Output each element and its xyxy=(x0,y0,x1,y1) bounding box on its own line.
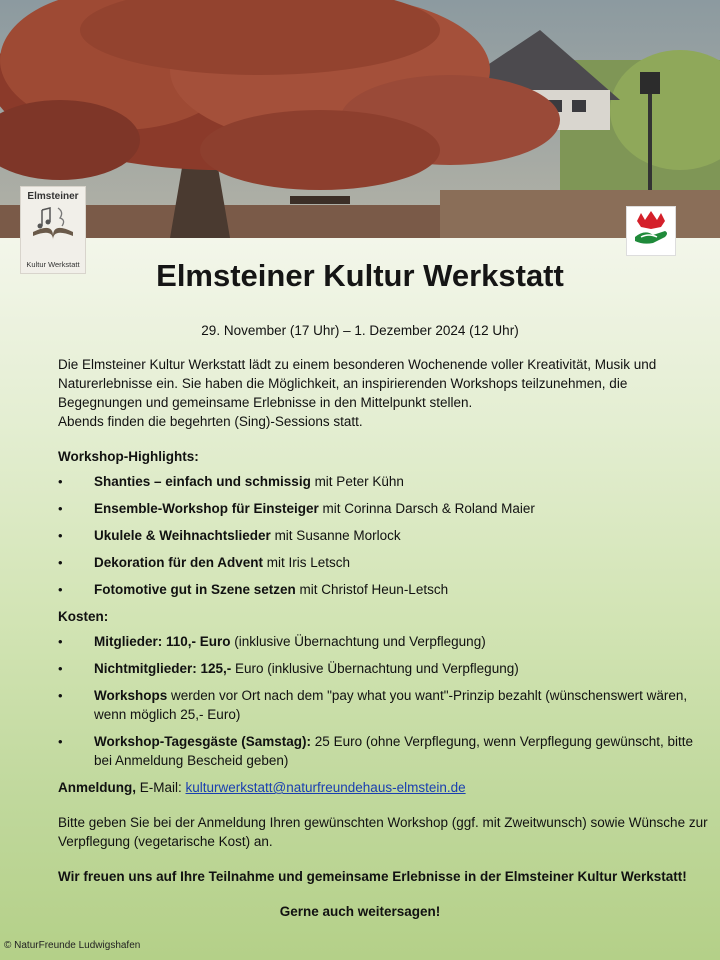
list-item xyxy=(58,553,708,572)
workshop-list xyxy=(58,472,708,599)
workshop-host: mit Susanne Morlock xyxy=(270,528,401,543)
cost-label: Workshops xyxy=(94,688,168,703)
costs-list xyxy=(58,632,708,770)
naturfreunde-logo xyxy=(626,206,676,256)
list-item xyxy=(58,526,708,545)
cost-detail: (inklusive Übernachtung und Verpflegung) xyxy=(230,634,486,649)
event-dates: 29. November (17 Uhr) – 1. Dezember 2024 (12 Uhr) xyxy=(201,323,519,338)
naturfreunde-logo-icon xyxy=(627,207,675,255)
workshop-title: Shanties – einfach und schmissig xyxy=(94,474,311,489)
cost-detail: 25 Euro (ohne Verpflegung, wenn Verpflegung gewünscht, bitte bei Anmeldung Bescheid geben) xyxy=(94,734,694,768)
email-prefix: E-Mail: xyxy=(136,780,186,795)
logo-left-line2: Kultur Werkstatt xyxy=(26,260,80,269)
list-item xyxy=(58,659,708,678)
main-content xyxy=(58,355,708,921)
cost-label: Nichtmitglieder: 125,- xyxy=(94,661,232,676)
share-text: Gerne auch weitersagen! xyxy=(279,904,441,919)
workshop-host: mit Peter Kühn xyxy=(310,474,404,489)
workshop-title: Ukulele & Weihnachtslieder xyxy=(94,528,271,543)
list-item xyxy=(58,732,708,770)
list-item xyxy=(58,686,708,724)
workshop-host: mit Iris Letsch xyxy=(263,555,351,570)
workshops-heading: Workshop-Highlights: xyxy=(58,449,199,464)
cost-detail: werden vor Ort nach dem "pay what you want"-Prinzip bezahlt (wünschenswert wären, wenn möglich 25,- Euro) xyxy=(94,688,688,722)
page-title: Elmsteiner Kultur Werkstatt xyxy=(156,258,564,293)
workshop-title: Ensemble-Workshop für Einsteiger xyxy=(94,501,319,516)
costs-heading: Kosten: xyxy=(58,609,109,624)
email-link[interactable]: kulturwerkstatt@naturfreundehaus-elmstein.de xyxy=(185,780,466,795)
registration xyxy=(58,778,708,797)
workshop-host: mit Corinna Darsch & Roland Maier xyxy=(318,501,535,516)
list-item xyxy=(58,472,708,491)
workshop-title: Dekoration für den Advent xyxy=(94,555,264,570)
registration-label: Anmeldung, xyxy=(58,780,136,795)
registration-note: Bitte geben Sie bei der Anmeldung Ihren gewünschten Workshop (ggf. mit Zweitwunsch) sowie Wünsche zur Verpflegung (vegetarische Kost) an. xyxy=(58,815,708,849)
workshop-host: mit Christof Heun-Letsch xyxy=(295,582,449,597)
intro xyxy=(58,355,708,431)
list-item xyxy=(58,632,708,651)
cost-label: Workshop-Tagesgäste (Samstag): xyxy=(94,734,312,749)
workshop-title: Fotomotive gut in Szene setzen xyxy=(94,582,296,597)
logo-left-line1: Elmsteiner xyxy=(27,191,79,202)
header-photo xyxy=(0,0,720,238)
intro-evening: Abends finden die begehrten (Sing)-Sessions statt. xyxy=(58,414,363,429)
thanks-text: Wir freuen uns auf Ihre Teilnahme und gemeinsame Erlebnisse in der Elmsteiner Kultur Werkstatt! xyxy=(58,869,687,884)
cost-label: Mitglieder: 110,- Euro xyxy=(94,634,231,649)
cost-detail: Euro (inklusive Übernachtung und Verpflegung) xyxy=(231,661,519,676)
book-music-icon xyxy=(28,202,78,242)
copyright: © NaturFreunde Ludwigshafen xyxy=(4,940,141,951)
list-item xyxy=(58,499,708,518)
intro-text: Die Elmsteiner Kultur Werkstatt lädt zu einem besonderen Wochenende voller Kreativität, Musik und Naturerlebnisse ein. Sie haben die Möglichkeit, an inspirierenden Workshops teilzunehmen, die Begegnungen und gemeinsame Erlebnisse in den Mittelpunkt stellen. xyxy=(58,357,657,410)
list-item xyxy=(58,580,708,599)
